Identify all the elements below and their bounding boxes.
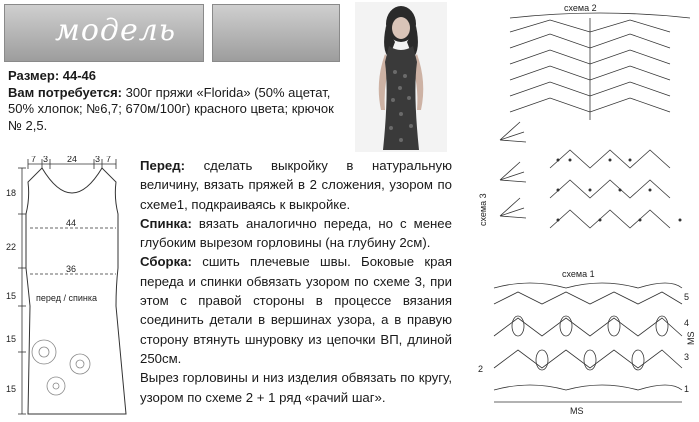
assembly-label: Сборка: xyxy=(140,254,192,270)
row-number-1: 1 xyxy=(684,384,690,394)
scheme2-diagram xyxy=(510,13,690,120)
top-width-1: 7 xyxy=(31,156,37,164)
height-label-1: 18 xyxy=(6,188,17,198)
crochet-diagrams xyxy=(470,0,699,422)
model-number: 9 xyxy=(465,7,491,53)
model-photo xyxy=(355,2,447,152)
bust-width: 44 xyxy=(66,218,77,228)
model-banner xyxy=(4,4,491,62)
scheme2-label: схема 2 xyxy=(564,3,597,13)
back-text: вязать аналогично переда, но с менее глубоким вырезом горловины (на глубину 2см). xyxy=(140,215,452,251)
row-number-5: 5 xyxy=(684,292,690,302)
height-label-5: 15 xyxy=(6,384,17,394)
row-number-2: 2 xyxy=(478,364,484,374)
materials-text: 300г пряжи «Florida» (50% ацетат, 50% хлопок; №6,7; 670м/100г) красного цвета; крючок № 2,5. xyxy=(8,84,334,133)
height-label-3: 15 xyxy=(6,291,17,301)
size-label: Размер: 44-46 xyxy=(8,68,97,83)
flower-motif-icons xyxy=(32,340,90,395)
garment-schematic xyxy=(4,156,140,420)
top-width-4: 3 xyxy=(95,156,101,164)
model-word: модель xyxy=(55,13,177,48)
materials-label: Вам потребуется: xyxy=(8,84,122,100)
back-label: Спинка: xyxy=(140,215,192,231)
top-width-2: 3 xyxy=(43,156,49,164)
scheme3-label: схема 3 xyxy=(478,193,488,226)
banner-title-bar xyxy=(4,4,204,62)
front-label: Перед: xyxy=(140,158,185,173)
dress-photo-illustration xyxy=(355,2,447,152)
hip-width: 36 xyxy=(66,264,77,274)
top-width-5: 7 xyxy=(106,156,112,164)
top-width-3: 24 xyxy=(67,156,78,164)
instructions-block xyxy=(140,156,452,407)
materials-block xyxy=(8,68,348,134)
height-label-2: 22 xyxy=(6,242,17,252)
finish-text: Вырез горловины и низ изделия обвязать по кругу, узором по схеме 2 + 1 ряд «рачий шаг». xyxy=(140,370,452,405)
banner-number-bar xyxy=(212,4,491,62)
row-number-4: 4 xyxy=(684,318,690,328)
piece-label: перед / спинка xyxy=(36,293,97,303)
scheme3-diagram xyxy=(500,122,526,218)
scheme1-diagram xyxy=(494,283,682,402)
height-label-4: 15 xyxy=(6,334,17,344)
scheme1-label: схема 1 xyxy=(562,269,595,279)
assembly-text: сшить плечевые швы. Боковые края переда и спинки обвязать узором по схеме 3, при этом с правой стороны в процессе вязания соединить детали в вершинах узора, а в правую сторону втянуть шнуровку из цепочки ВП, длиной 250см. xyxy=(140,254,452,366)
front-text: сделать выкройку в натуральную величину, вязать пряжей в 2 сложения, узором по схеме1, подкраиваясь к выкройке. xyxy=(140,158,452,212)
row-number-3: 3 xyxy=(684,352,690,362)
ms-label-bottom: MS xyxy=(570,406,584,416)
ms-label-side: MS xyxy=(686,331,696,345)
scheme3-dots xyxy=(557,159,682,222)
